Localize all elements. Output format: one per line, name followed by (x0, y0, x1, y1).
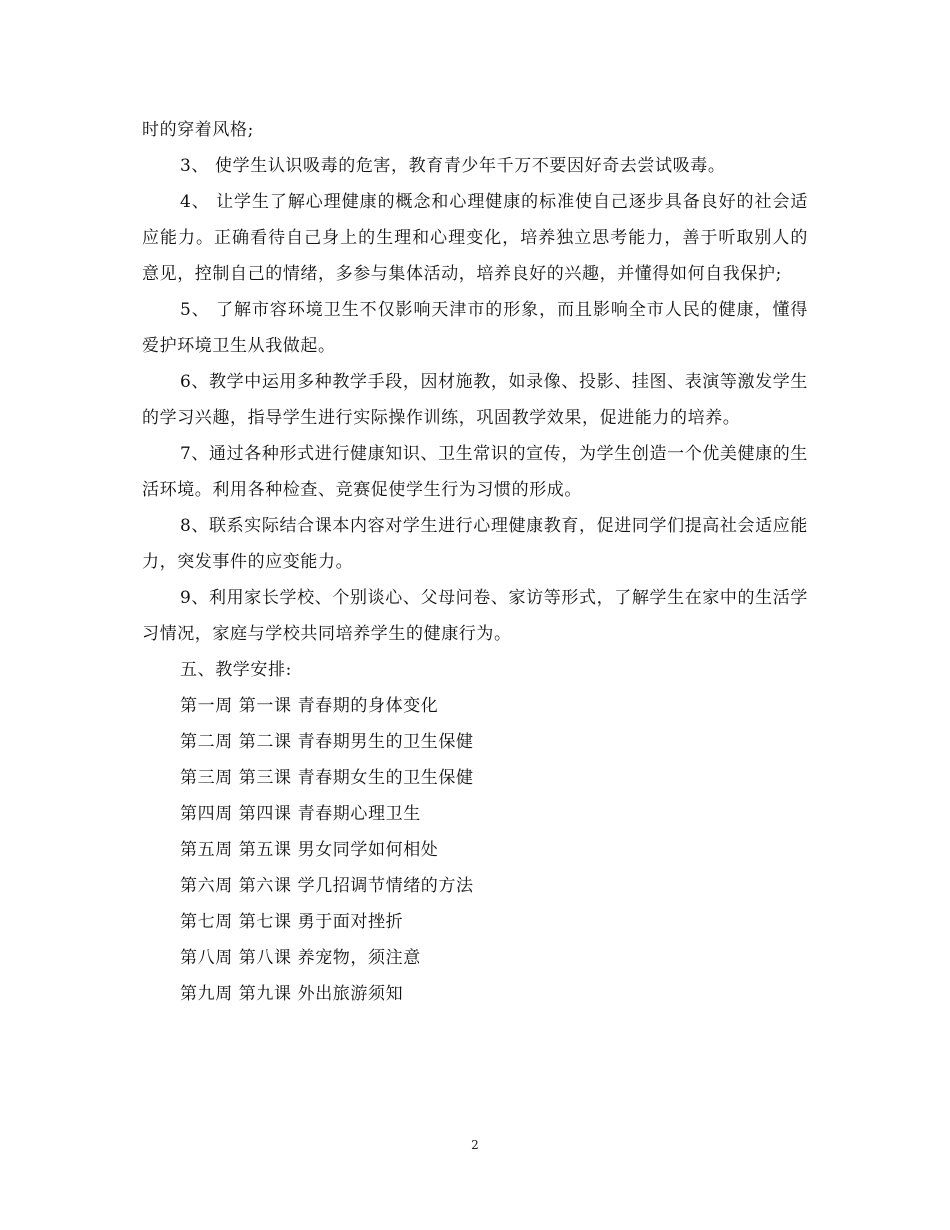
paragraph-item-7: 7、通过各种形式进行健康知识、卫生常识的宣传，为学生创造一个优美健康的生活环境。利用各种检查、竞赛促使学生行为习惯的形成。 (142, 444, 808, 500)
paragraph-item-3: 3、 使学生认识吸毒的危害，教育青少年千万不要因好奇去尝试吸毒。 (180, 156, 726, 176)
paragraph-item-9: 9、利用家长学校、个别谈心、父母问卷、家访等形式，了解学生在家中的生活学习情况，家庭与学校共同培养学生的健康行为。 (142, 588, 808, 644)
schedule-item-week-9: 第九周 第九课 外出旅游须知 (180, 984, 404, 1004)
document-body (142, 112, 808, 1012)
paragraph-item-6: 6、教学中运用多种教学手段，因材施教，如录像、投影、挂图、表演等激发学生的学习兴趣，指导学生进行实际操作训练，巩固教学效果，促进能力的培养。 (142, 372, 808, 428)
paragraph-item-8: 8、联系实际结合课本内容对学生进行心理健康教育，促进同学们提高社会适应能力，突发事件的应变能力。 (142, 516, 808, 572)
schedule-item-week-2: 第二周 第二课 青春期男生的卫生保健 (180, 732, 474, 752)
schedule-item-week-5: 第五周 第五课 男女同学如何相处 (180, 840, 439, 860)
page-number: 2 (471, 1138, 479, 1152)
schedule-item-week-7: 第七周 第七课 勇于面对挫折 (180, 912, 404, 932)
paragraph-continuation: 时的穿着风格; (142, 120, 254, 140)
schedule-item-week-1: 第一周 第一课 青春期的身体变化 (180, 696, 439, 716)
schedule-item-week-6: 第六周 第六课 学几招调节情绪的方法 (180, 876, 474, 896)
section-heading: 五、教学安排: (180, 660, 292, 680)
paragraph-item-4: 4、 让学生了解心理健康的概念和心理健康的标准使自己逐步具备良好的社会适应能力。正确看待自己身上的生理和心理变化，培养独立思考能力，善于听取别人的意见，控制自己的情绪，多参与集体活动，培养良好的兴趣，并懂得如何自我保护; (142, 192, 808, 284)
schedule-item-week-4: 第四周 第四课 青春期心理卫生 (180, 804, 421, 824)
schedule-item-week-8: 第八周 第八课 养宠物，须注意 (180, 948, 421, 968)
schedule-item-week-3: 第三周 第三课 青春期女生的卫生保健 (180, 768, 474, 788)
paragraph-item-5: 5、 了解市容环境卫生不仅影响天津市的形象，而且影响全市人民的健康，懂得爱护环境卫生从我做起。 (142, 300, 808, 356)
